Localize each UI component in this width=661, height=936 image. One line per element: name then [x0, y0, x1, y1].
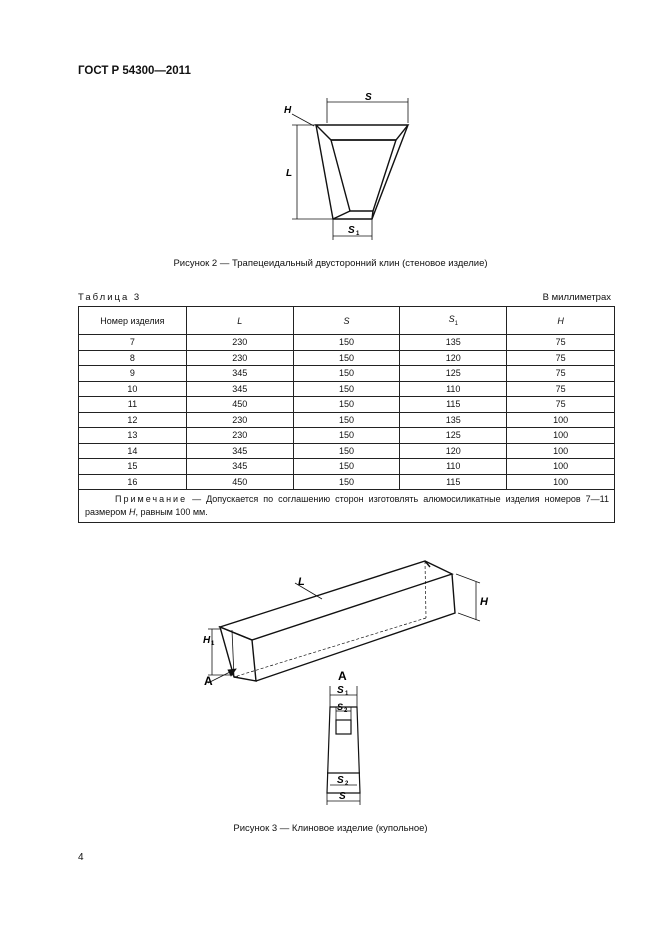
label-S1-sub: 1 [356, 231, 360, 237]
table-cell: 12 [79, 412, 187, 428]
table-cell: 150 [293, 443, 400, 459]
note-label: Примечание [115, 494, 188, 504]
table-cell: 120 [400, 443, 507, 459]
wedge-front-face [316, 125, 408, 140]
table-cell: 150 [293, 459, 400, 475]
table-cell: 75 [507, 335, 615, 351]
table-cell: 100 [507, 474, 615, 490]
table-cell: 8 [79, 350, 187, 366]
table-header-row [79, 307, 615, 335]
table-cell: 150 [293, 366, 400, 382]
table-cell: 115 [400, 397, 507, 413]
header-number: Номер изделия [79, 307, 187, 335]
table-cell: 11 [79, 397, 187, 413]
label-S: S [339, 791, 346, 802]
table-cell: 75 [507, 381, 615, 397]
header-H: H [507, 307, 615, 335]
table-cell: 15 [79, 459, 187, 475]
table-row [79, 350, 615, 366]
label-H1-sub: 1 [211, 641, 215, 647]
table-cell: 135 [400, 335, 507, 351]
table-cell: 115 [400, 474, 507, 490]
table-note-row [79, 490, 615, 523]
figure-3-caption: Рисунок 3 — Клиновое изделие (купольное) [233, 823, 428, 834]
table-cell: 100 [507, 412, 615, 428]
wedge-front-end [220, 627, 256, 681]
table-cell: 345 [186, 366, 293, 382]
table-cell: 125 [400, 366, 507, 382]
table-cell: 75 [507, 350, 615, 366]
table-cell: 150 [293, 335, 400, 351]
label-A-arrow: A [204, 674, 213, 688]
table-cell: 110 [400, 381, 507, 397]
label-S2-top: S [337, 702, 344, 712]
table-cell: 110 [400, 459, 507, 475]
label-L: L [298, 576, 305, 588]
table-row [79, 381, 615, 397]
table-cell: 75 [507, 397, 615, 413]
wedge-bottom-edge [256, 574, 455, 681]
table-cell: 9 [79, 366, 187, 382]
table-cell: 100 [507, 459, 615, 475]
label-S1: S [348, 225, 355, 236]
table-row [79, 335, 615, 351]
table-cell: 150 [293, 381, 400, 397]
table-row [79, 412, 615, 428]
label-H: H [480, 596, 488, 608]
table-cell: 230 [186, 428, 293, 444]
table-cell: 230 [186, 350, 293, 366]
table-row [79, 428, 615, 444]
table-note: Примечание — Допускается по соглашению сторон изготовлять алюмосиликатные изделия номеров 7—11 размером H, равным 100 мм. [79, 490, 615, 523]
table-cell: 13 [79, 428, 187, 444]
wedge-top-face [220, 561, 452, 640]
table-cell: 450 [186, 397, 293, 413]
table-cell: 16 [79, 474, 187, 490]
document-header: ГОСТ Р 54300—2011 [78, 65, 191, 77]
table-cell: 135 [400, 412, 507, 428]
header-S: S [293, 307, 400, 335]
table-row [79, 397, 615, 413]
label-S: S [365, 92, 372, 103]
table-cell: 10 [79, 381, 187, 397]
table-units: В миллиметрах [542, 292, 611, 303]
table-cell: 150 [293, 412, 400, 428]
table-cell: 345 [186, 381, 293, 397]
table-cell: 7 [79, 335, 187, 351]
label-H1: H [203, 635, 211, 646]
table-cell: 230 [186, 335, 293, 351]
label-A-view: A [338, 669, 347, 683]
wedge-body [331, 140, 396, 211]
table-cell: 150 [293, 474, 400, 490]
header-S1: $S_1$ [400, 307, 507, 335]
table-row [79, 459, 615, 475]
figure-3-drawing [190, 555, 500, 815]
table-row [79, 474, 615, 490]
label-S2-bottom: S [337, 775, 344, 786]
figure-2-caption: Рисунок 2 — Трапецеидальный двусторонний клин (стеновое изделие) [173, 258, 488, 269]
table-cell: 14 [79, 443, 187, 459]
table-row [79, 443, 615, 459]
table-cell: 345 [186, 459, 293, 475]
header-L: L [186, 307, 293, 335]
table-cell: 150 [293, 428, 400, 444]
table-cell: 100 [507, 443, 615, 459]
table-cell: 150 [293, 350, 400, 366]
h-leader [292, 114, 314, 126]
label-S1-sub: 1 [345, 691, 349, 697]
label-S2-top-sub: 2 [344, 708, 348, 714]
label-S2-bottom-sub: 2 [345, 781, 349, 787]
figure-2-drawing [270, 88, 430, 248]
table-cell: 100 [507, 428, 615, 444]
data-table [78, 306, 615, 523]
table-cell: 75 [507, 366, 615, 382]
label-S1: S [337, 685, 344, 696]
table-cell: 120 [400, 350, 507, 366]
table-row [79, 366, 615, 382]
table-cell: 230 [186, 412, 293, 428]
page-number: 4 [78, 852, 84, 863]
table-cell: 450 [186, 474, 293, 490]
table-cell: 345 [186, 443, 293, 459]
table-cell: 150 [293, 397, 400, 413]
table-title: Таблица 3 [78, 292, 142, 303]
label-L: L [286, 168, 293, 179]
label-H: H [284, 105, 292, 116]
table-cell: 125 [400, 428, 507, 444]
section-a-top [336, 720, 351, 734]
